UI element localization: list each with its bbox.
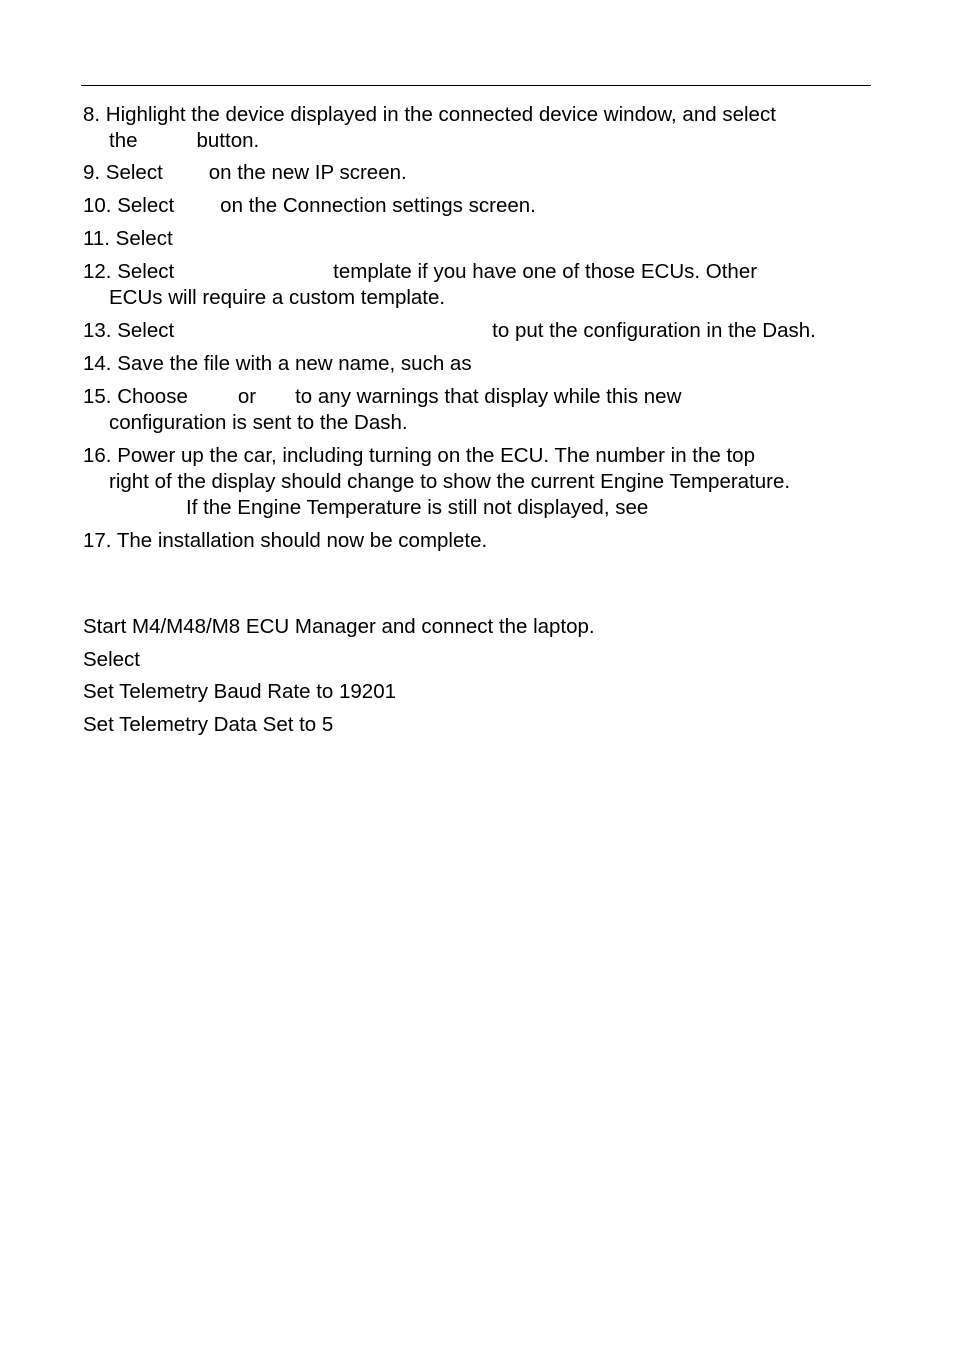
step-12-text-select: 12. Select [83,260,175,283]
step-16-line-2: right of the display should change to show the current Engine Temperature. [109,470,791,493]
step-13-line [83,318,816,344]
step-15-text-rest: to any warnings that display while this new [295,385,682,408]
ecu-line-4: Set Telemetry Data Set to 5 [83,713,334,736]
step-15-line-2: configuration is sent to the Dash. [109,411,408,434]
ecu-line-3: Set Telemetry Baud Rate to 19201 [83,680,397,703]
step-14-line: 14. Save the file with a new name, such as [83,352,472,375]
step-13-text-select: 13. Select [83,319,175,342]
step-16-line-1: 16. Power up the car, including turning on the ECU. The number in the top [83,444,755,467]
step-12-line-2: ECUs will require a custom template. [109,286,446,309]
step-8-line-2 [109,128,259,154]
step-12-text-rest: template if you have one of those ECUs. Other [333,260,758,283]
step-16-line-3: If the Engine Temperature is still not displayed, see [186,496,649,519]
step-15-text-choose: 15. Choose [83,385,188,408]
step-15-line-1 [83,384,681,410]
header-rule [81,85,871,86]
step-8-line-1: 8. Highlight the device displayed in the connected device window, and select [83,103,776,126]
step-9-text-select: 9. Select [83,161,163,184]
step-10-text-select: 10. Select [83,194,175,217]
step-15-text-or: or [237,385,257,408]
step-17-line: 17. The installation should now be complete. [83,529,488,552]
step-9-line [83,160,407,186]
step-10-text-rest: on the Connection settings screen. [220,194,536,217]
step-8-text-the: the [109,129,138,152]
step-8-text-button: button. [196,129,260,152]
step-11-line: 11. Select [83,227,173,250]
ecu-line-2: Select [83,648,140,671]
step-10-line [83,193,536,219]
step-12-line-1 [83,259,757,285]
ecu-line-1: Start M4/M48/M8 ECU Manager and connect the laptop. [83,615,595,638]
step-13-text-rest: to put the configuration in the Dash. [492,319,816,342]
step-9-text-rest: on the new IP screen. [208,161,407,184]
